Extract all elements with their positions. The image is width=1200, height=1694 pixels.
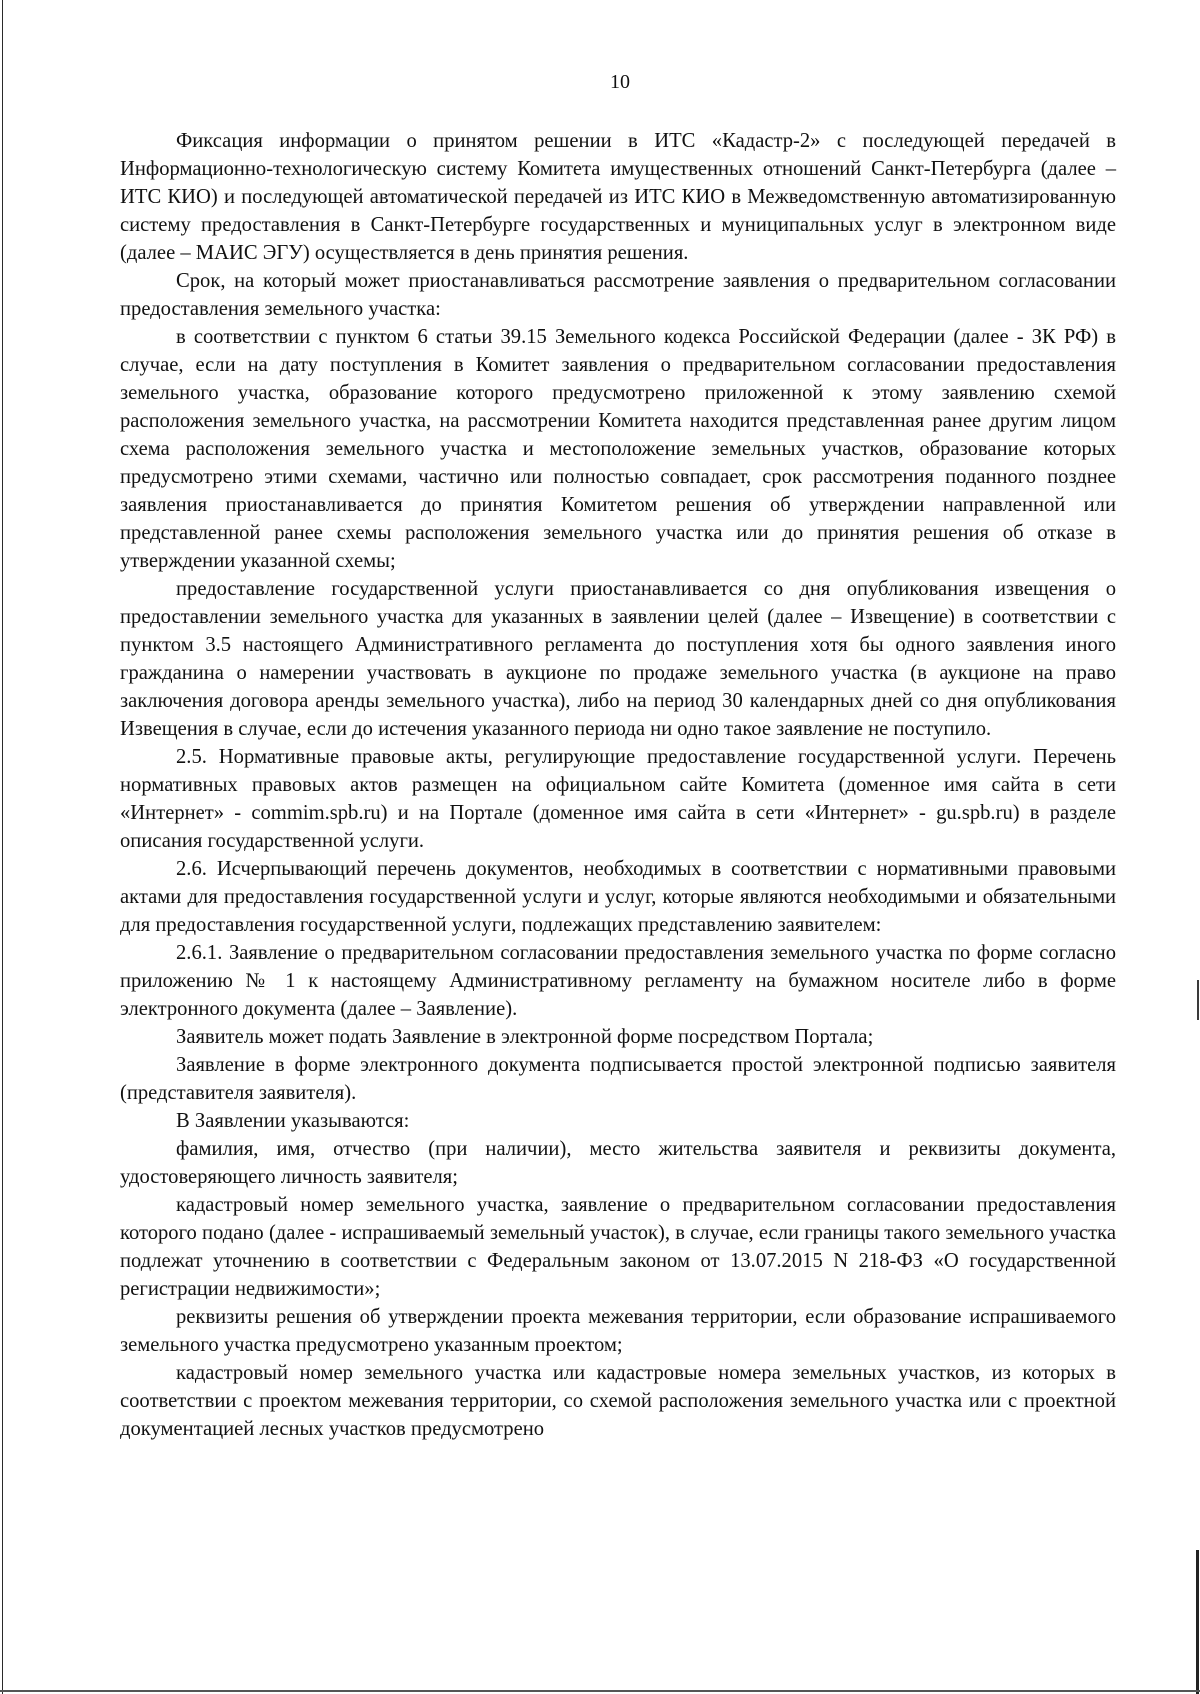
scan-edge-right-mark	[1196, 1550, 1199, 1694]
document-body	[120, 127, 1116, 1443]
page-number: 10	[610, 71, 630, 93]
paragraph: Заявитель может подать Заявление в электронной форме посредством Портала;	[176, 1026, 874, 1048]
scan-edge-left	[2, 0, 3, 1694]
paragraph: 2.6. Исчерпывающий перечень документов, необходимых в соответствии с нормативными правовыми актами для предоставления государственной услуги и услуг, которые являются необходимыми и обязательными для предоставления государственной услуги, подлежащих представлению заявителем:	[120, 858, 1116, 936]
paragraph: В Заявлении указываются:	[176, 1110, 410, 1132]
paragraph: фамилия, имя, отчество (при наличии), место жительства заявителя и реквизиты документа, удостоверяющего личность заявителя;	[120, 1138, 1116, 1188]
paragraph: в соответствии с пунктом 6 статьи 39.15 Земельного кодекса Российской Федерации (далее - ЗК РФ) в случае, если на дату поступления в Комитет заявления о предварительном согласовании предоставления земельного участка, образование которого предусмотрено приложенной к этому заявлению схемой расположения земельного участка, на рассмотрении Комитета находится представленная ранее другим лицом схема расположения земельного участка и местоположение земельных участков, образование которых предусмотрено этими схемами, частично или полностью совпадает, срок рассмотрения поданного позднее заявления приостанавливается до принятия Комитетом решения об утверждении направленной или представленной ранее схемы расположения земельного участка или до принятия решения об отказе в утверждении указанной схемы;	[120, 326, 1116, 572]
scan-edge-bottom	[0, 1690, 1200, 1692]
paragraph: Срок, на который может приостанавливаться рассмотрение заявления о предварительном согласовании предоставления земельного участка:	[120, 270, 1116, 320]
scan-edge-right-mark	[1197, 980, 1199, 1020]
paragraph: 2.5. Нормативные правовые акты, регулирующие предоставление государственной услуги. Перечень нормативных правовых актов размещен на официальном сайте Комитета (доменное имя сайта в сети «Интернет» - commim.spb.ru) и на Портале (доменное имя сайта в сети «Интернет» - gu.spb.ru) в разделе описания государственной услуги.	[120, 746, 1116, 852]
paragraph: 2.6.1. Заявление о предварительном согласовании предоставления земельного участка по форме согласно приложению № 1 к настоящему Административному регламенту на бумажном носителе либо в форме электронного документа (далее – Заявление).	[120, 942, 1116, 1020]
paragraph: кадастровый номер земельного участка или кадастровые номера земельных участков, из которых в соответствии с проектом межевания территории, со схемой расположения земельного участка или с проектной документацией лесных участков предусмотрено	[120, 1362, 1116, 1440]
paragraph: кадастровый номер земельного участка, заявление о предварительном согласовании предоставления которого подано (далее - испрашиваемый земельный участок), в случае, если границы такого земельного участка подлежат уточнению в соответствии с Федеральным законом от 13.07.2015 N 218-ФЗ «О государственной регистрации недвижимости»;	[120, 1194, 1116, 1300]
paragraph: Заявление в форме электронного документа подписывается простой электронной подписью заявителя (представителя заявителя).	[120, 1054, 1116, 1104]
paragraph: Фиксация информации о принятом решении в ИТС «Кадастр-2» с последующей передачей в Информационно-технологическую систему Комитета имущественных отношений Санкт-Петербурга (далее – ИТС КИО) и последующей автоматической передачей из ИТС КИО в Межведомственную автоматизированную систему предоставления в Санкт-Петербурге государственных и муниципальных услуг в электронном виде (далее – МАИС ЭГУ) осуществляется в день принятия решения.	[120, 130, 1116, 264]
paragraph: реквизиты решения об утверждении проекта межевания территории, если образование испрашиваемого земельного участка предусмотрено указанным проектом;	[120, 1306, 1116, 1356]
paragraph: предоставление государственной услуги приостанавливается со дня опубликования извещения о предоставлении земельного участка для указанных в заявлении целей (далее – Извещение) в соответствии с пунктом 3.5 настоящего Административного регламента до поступления хотя бы одного заявления иного гражданина о намерении участвовать в аукционе по продаже земельного участка (в аукционе на право заключения договора аренды земельного участка), либо на период 30 календарных дней со дня опубликования Извещения в случае, если до истечения указанного периода ни одно такое заявление не поступило.	[120, 578, 1116, 740]
